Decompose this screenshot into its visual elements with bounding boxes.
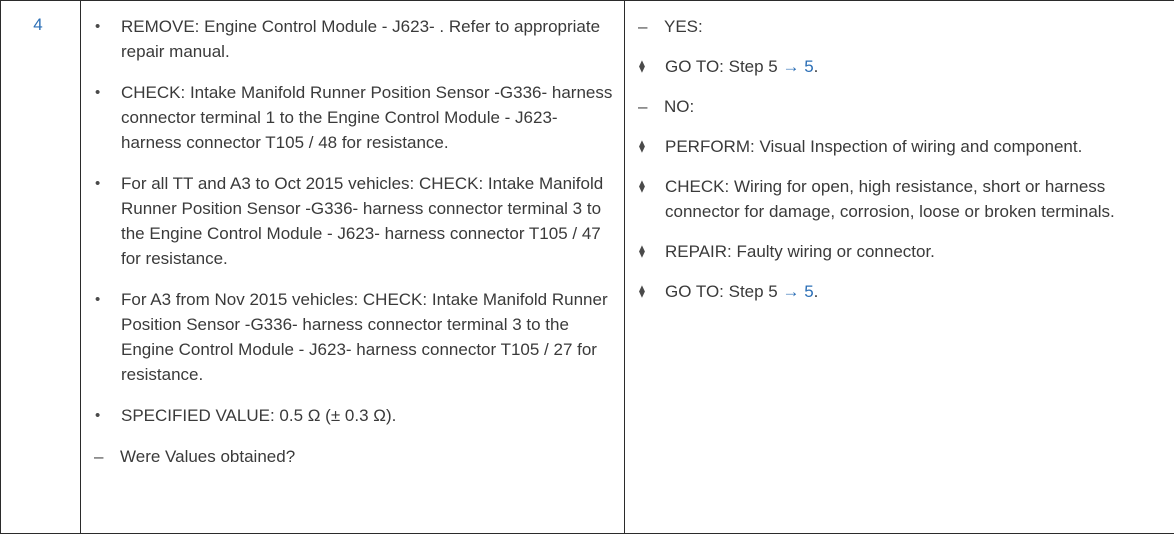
- list-item: [94, 80, 616, 155]
- list-item-label: REMOVE: Engine Control Module - J623- . Refer to appropriate repair manual.: [121, 17, 601, 61]
- list-item-text: [665, 279, 1164, 304]
- list-item-text: [665, 54, 1164, 79]
- list-item-label: SPECIFIED VALUE: 0.5 Ω (± 0.3 Ω).: [121, 406, 397, 425]
- actions-list: [81, 1, 624, 469]
- list-item-text: [665, 134, 1164, 159]
- list-item-label: For all TT and A3 to Oct 2015 vehicles: CHECK: Intake Manifold Runner Position Sensor -G336- harness connector terminal 3 to the Engine Control Module - J623- harness connector T105 / 47 for resistance.: [121, 174, 604, 268]
- bullet-icon: •: [95, 175, 101, 192]
- step-number: 4: [33, 15, 43, 34]
- list-item: [638, 94, 1164, 119]
- list-item-suffix: .: [813, 57, 819, 76]
- list-item: [638, 279, 1164, 304]
- list-item: [638, 54, 1164, 79]
- list-item-label: YES:: [664, 17, 703, 36]
- diamond-bullet-icon: ⧫: [639, 179, 645, 193]
- bullet-icon: •: [95, 291, 101, 308]
- list-item: [94, 287, 616, 387]
- list-item-text: [120, 444, 616, 469]
- list-item: [638, 174, 1164, 224]
- list-item-label: GO TO: Step 5: [665, 57, 783, 76]
- list-item: [94, 171, 616, 271]
- list-item-text: [121, 80, 616, 155]
- results-list: [625, 1, 1174, 304]
- list-item-text: [121, 14, 616, 64]
- list-item-label: CHECK: Intake Manifold Runner Position Sensor -G336- harness connector terminal 1 to the Engine Control Module - J623- harness connector T105 / 48 for resistance.: [121, 83, 613, 152]
- list-item: [638, 14, 1164, 39]
- results-cell: [625, 1, 1174, 534]
- list-item-label: Were Values obtained?: [120, 447, 296, 466]
- list-item-text: [121, 403, 616, 428]
- list-item-text: [121, 171, 616, 271]
- diamond-bullet-icon: ⧫: [639, 139, 645, 153]
- list-item-text: [664, 94, 1164, 119]
- list-item-label: GO TO: Step 5: [665, 282, 783, 301]
- list-item: [94, 403, 616, 428]
- list-item-label: NO:: [664, 97, 695, 116]
- step-link[interactable]: → 5: [782, 282, 814, 301]
- bullet-icon: •: [95, 84, 101, 101]
- list-item: [638, 134, 1164, 159]
- diamond-bullet-icon: ⧫: [639, 59, 645, 73]
- bullet-icon: •: [95, 18, 101, 35]
- actions-cell: [81, 1, 625, 534]
- list-item-text: [121, 287, 616, 387]
- list-item-text: [665, 174, 1164, 224]
- table-row: [1, 1, 1174, 534]
- dash-bullet-icon: –: [94, 447, 104, 466]
- list-item-label: CHECK: Wiring for open, high resistance, short or harness connector for damage, corrosion, loose or broken terminals.: [665, 177, 1115, 221]
- list-item: [638, 239, 1164, 264]
- bullet-icon: •: [95, 407, 101, 424]
- dash-bullet-icon: –: [638, 97, 648, 116]
- list-item-text: [664, 14, 1164, 39]
- list-item-suffix: .: [813, 282, 819, 301]
- diamond-bullet-icon: ⧫: [639, 284, 645, 298]
- list-item: [94, 14, 616, 64]
- step-link[interactable]: → 5: [782, 57, 814, 76]
- list-item-text: [665, 239, 1164, 264]
- step-number-cell: [1, 1, 81, 534]
- list-item: [94, 444, 616, 469]
- list-item-label: For A3 from Nov 2015 vehicles: CHECK: Intake Manifold Runner Position Sensor -G336- harness connector terminal 3 to the Engine Control Module - J623- harness connector T105 / 27 for resistance.: [121, 290, 608, 384]
- list-item-label: PERFORM: Visual Inspection of wiring and component.: [665, 137, 1083, 156]
- list-item-label: REPAIR: Faulty wiring or connector.: [665, 242, 935, 261]
- dash-bullet-icon: –: [638, 17, 648, 36]
- diamond-bullet-icon: ⧫: [639, 244, 645, 258]
